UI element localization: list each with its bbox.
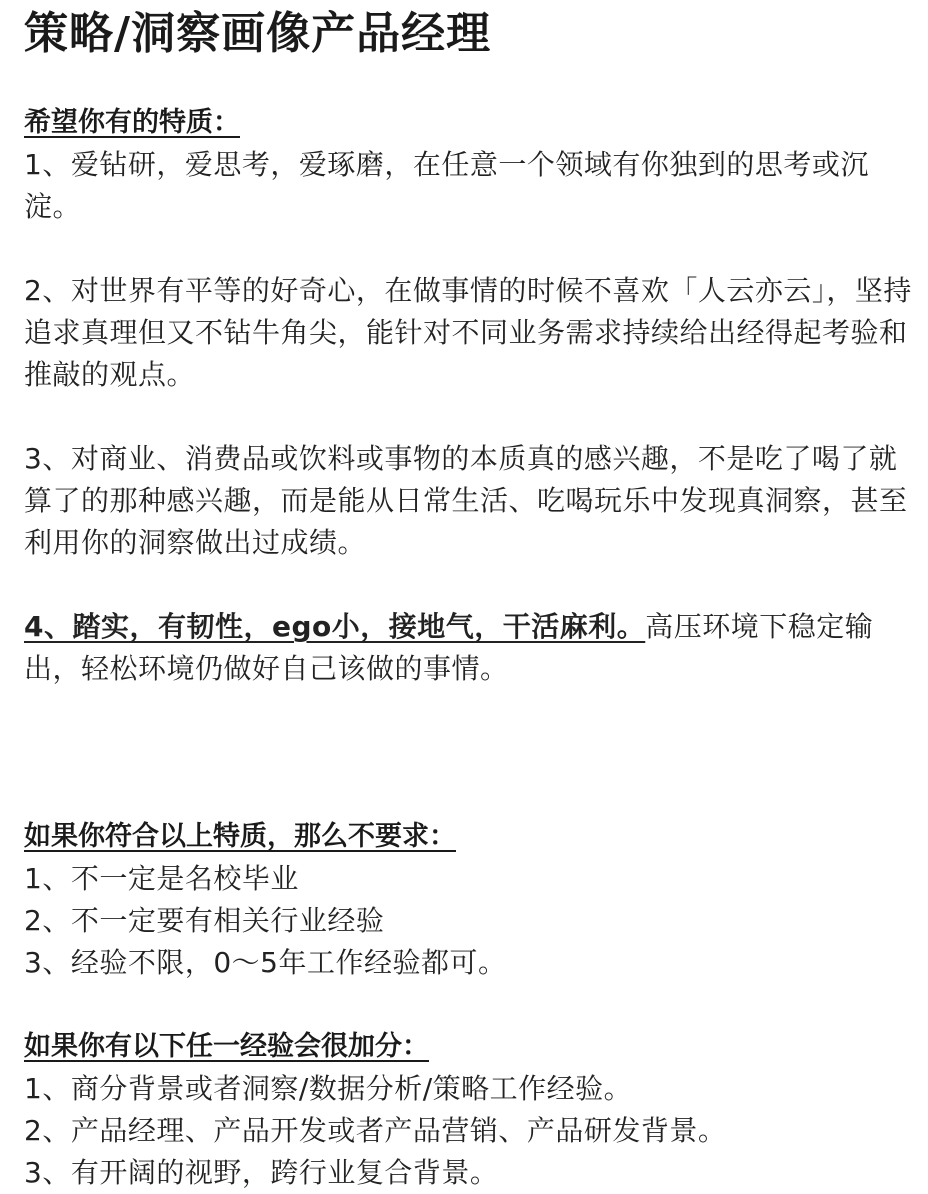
not-required-item-2: 2、不一定要有相关行业经验 — [24, 904, 385, 937]
not-required-section — [24, 816, 914, 984]
quality-item-4-rest: 高压环境下稳定输出，轻松环境仍做好自己该做的事情。 — [24, 610, 874, 685]
qualities-heading: 希望你有的特质： — [24, 107, 240, 138]
quality-item-3: 3、对商业、消费品或饮料或事物的本质真的感兴趣，不是吃了喝了就算了的那种感兴趣，而是能从日常生活、吃喝玩乐中发现真洞察，甚至利用你的洞察做出过成绩。 — [24, 442, 908, 559]
job-posting — [24, 0, 914, 1194]
quality-item-2: 2、对世界有平等的好奇心，在做事情的时候不喜欢「人云亦云」，坚持追求真理但又不钻牛角尖，能针对不同业务需求持续给出经得起考验和推敲的观点。 — [24, 274, 912, 391]
spacer — [24, 62, 914, 102]
qualities-section — [24, 102, 914, 690]
bonus-heading: 如果你有以下任一经验会很加分： — [24, 1031, 429, 1062]
not-required-item-3: 3、经验不限，0～5年工作经验都可。 — [24, 946, 507, 979]
bonus-section — [24, 1026, 914, 1194]
quality-item-1: 1、爱钻研，爱思考，爱琢磨，在任意一个领域有你独到的思考或沉淀。 — [24, 148, 869, 223]
quality-item-4-emphasis: 4、踏实，有韧性，ego小，接地气，干活麻利。 — [24, 610, 646, 643]
not-required-heading: 如果你符合以上特质，那么不要求： — [24, 821, 456, 852]
quality-item-4 — [24, 606, 914, 690]
page-title: 策略/洞察画像产品经理 — [24, 8, 492, 59]
bonus-item-2: 2、产品经理、产品开发或者产品营销、产品研发背景。 — [24, 1114, 727, 1147]
bonus-item-1: 1、商分背景或者洞察/数据分析/策略工作经验。 — [24, 1072, 633, 1105]
bonus-item-3: 3、有开阔的视野，跨行业复合背景。 — [24, 1156, 499, 1189]
not-required-item-1: 1、不一定是名校毕业 — [24, 862, 299, 895]
